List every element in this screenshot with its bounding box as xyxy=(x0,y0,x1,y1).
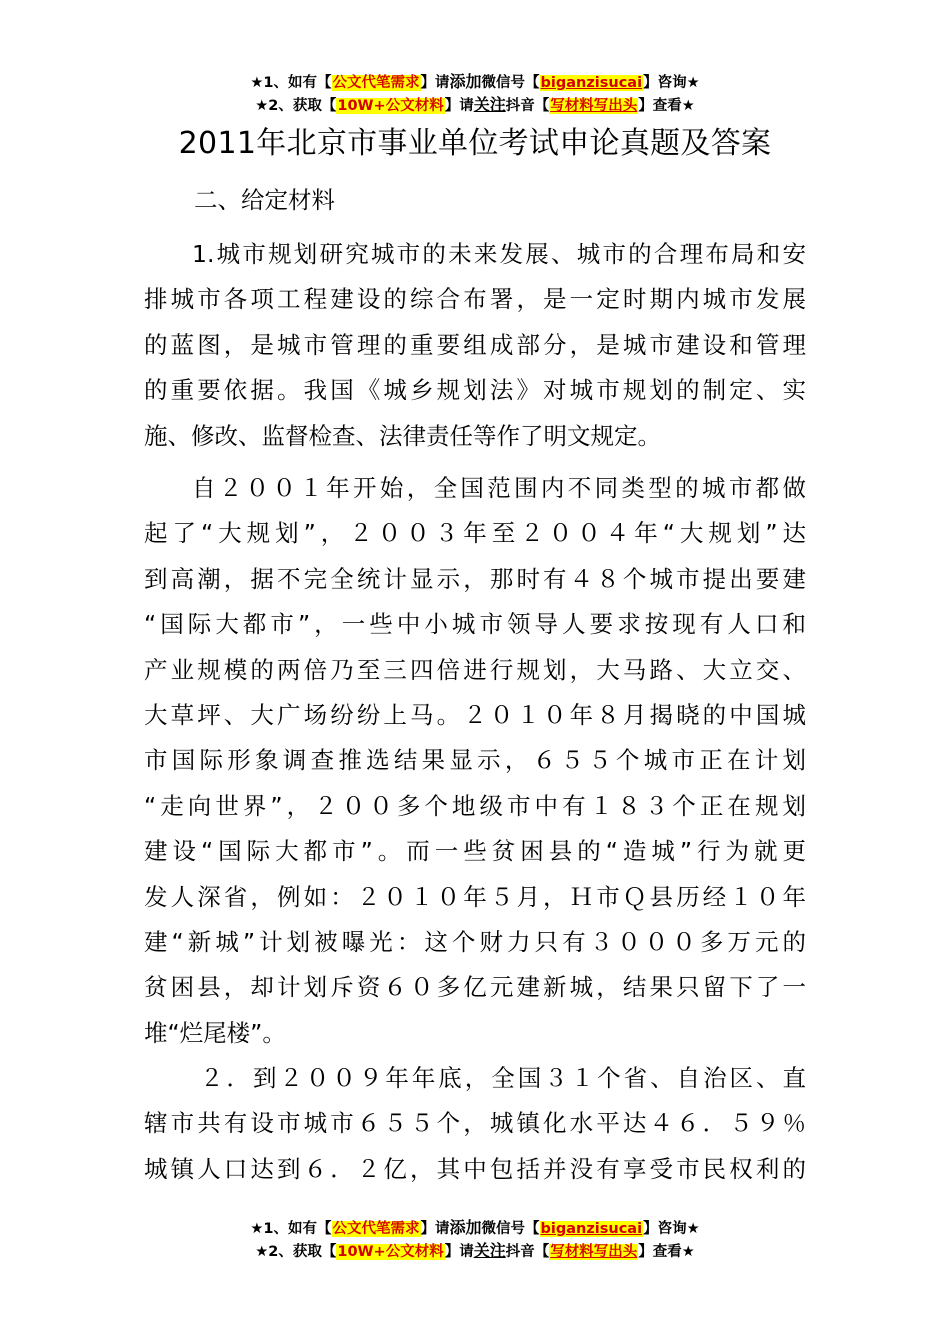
banner-highlight: 10W+公文材料 xyxy=(337,98,444,114)
paragraph-line: 产业规模的两倍乃至三四倍进行规划，大马路、大立交、 xyxy=(144,655,806,684)
paragraph-line: 发人深省，例如：２０１０年５月，Ｈ市Ｑ县历经１０年 xyxy=(144,882,806,911)
banner-line-2 xyxy=(0,1239,950,1262)
banner-wechat-id: biganzisucai xyxy=(540,1221,643,1237)
banner-line-1 xyxy=(0,70,950,93)
paragraph-line: 起了“大规划”，２００３年至２００４年“大规划”达 xyxy=(144,519,806,548)
banner-text: 】查看★ xyxy=(638,1244,695,1260)
banner-text: 】请 xyxy=(444,98,474,114)
banner-text: ★2、获取【 xyxy=(255,1244,337,1260)
banner-text: 微信号【 xyxy=(481,1221,540,1237)
paragraph-line: 市国际形象调查推选结果显示，６５５个城市正在计划 xyxy=(144,746,806,775)
banner-text: 微信号【 xyxy=(481,75,540,91)
banner-text: 】咨询★ xyxy=(643,75,700,91)
paragraph-2 xyxy=(144,466,806,1056)
paragraph-1 xyxy=(144,232,806,459)
paragraph-3 xyxy=(144,1056,806,1192)
banner-text: 】请 xyxy=(420,1221,450,1237)
banner-text: 】查看★ xyxy=(638,98,695,114)
banner-text: 抖音【 xyxy=(505,98,550,114)
banner-douyin-id: 写材料写出头 xyxy=(550,98,638,114)
banner-text: ★1、如有【 xyxy=(250,75,332,91)
banner-wechat-id: biganzisucai xyxy=(540,75,643,91)
banner-text: 】请 xyxy=(444,1244,474,1260)
paragraph-line: 大草坪、大广场纷纷上马。２０１０年８月揭晓的中国城 xyxy=(144,701,806,730)
bottom-banner xyxy=(0,1216,950,1262)
banner-text: ★1、如有【 xyxy=(250,1221,332,1237)
banner-emphasis: 关注 xyxy=(473,1241,506,1260)
paragraph-line: 自２００１年开始，全国范围内不同类型的城市都做 xyxy=(192,474,806,502)
paragraph-line: 城镇人口达到６．２亿，其中包括并没有享受市民权利的 xyxy=(144,1154,806,1183)
paragraph-line: 贫困县，却计划斥资６０多亿元建新城，结果只留下了一 xyxy=(144,973,806,1002)
document-title: 2011年北京市事业单位考试申论真题及答案 xyxy=(178,126,772,161)
banner-text: 】咨询★ xyxy=(643,1221,700,1237)
paragraph-line: 施、修改、监督检查、法律责任等作了明文规定。 xyxy=(144,421,661,450)
paragraph-line: “国际大都市”，一些中小城市领导人要求按现有人口和 xyxy=(144,610,806,639)
banner-highlight: 10W+公文材料 xyxy=(337,1244,444,1260)
paragraph-line: 辖市共有设市城市６５５个，城镇化水平达４６．５９％ xyxy=(144,1109,806,1138)
paragraph-line: 到高潮，据不完全统计显示，那时有４８个城市提出要建 xyxy=(144,564,806,593)
paragraph-line: 建设“国际大都市”。而一些贫困县的“造城”行为就更 xyxy=(144,837,806,866)
section-heading: 二、给定材料 xyxy=(194,186,335,214)
paragraph-line: 的蓝图，是城市管理的重要组成部分，是城市建设和管理 xyxy=(144,330,806,359)
paragraph-line: 堆“烂尾楼”。 xyxy=(144,1018,286,1047)
paragraph-line: 的重要依据。我国《城乡规划法》对城市规划的制定、实 xyxy=(144,376,806,405)
banner-highlight: 公文代笔需求 xyxy=(332,1221,420,1237)
banner-highlight: 公文代笔需求 xyxy=(332,75,420,91)
banner-text: 抖音【 xyxy=(505,1244,550,1260)
paragraph-line: ２．到２００９年年底，全国３１个省、自治区、直 xyxy=(200,1064,806,1092)
banner-emphasis: 关注 xyxy=(473,95,506,114)
banner-emphasis: 添加 xyxy=(449,72,482,91)
banner-text: 】请 xyxy=(420,75,450,91)
paragraph-line: “走向世界”，２００多个地级市中有１８３个正在规划 xyxy=(144,791,806,820)
banner-emphasis: 添加 xyxy=(449,1218,482,1237)
paragraph-line: 建“新城”计划被曝光：这个财力只有３０００多万元的 xyxy=(144,928,806,957)
banner-line-1 xyxy=(0,1216,950,1239)
paragraph-line: 排城市各项工程建设的综合布署，是一定时期内城市发展 xyxy=(144,285,806,314)
banner-text: ★2、获取【 xyxy=(255,98,337,114)
banner-douyin-id: 写材料写出头 xyxy=(550,1244,638,1260)
top-banner xyxy=(0,70,950,116)
paragraph-line: 1.城市规划研究城市的未来发展、城市的合理布局和安 xyxy=(192,240,806,268)
banner-line-2 xyxy=(0,93,950,116)
